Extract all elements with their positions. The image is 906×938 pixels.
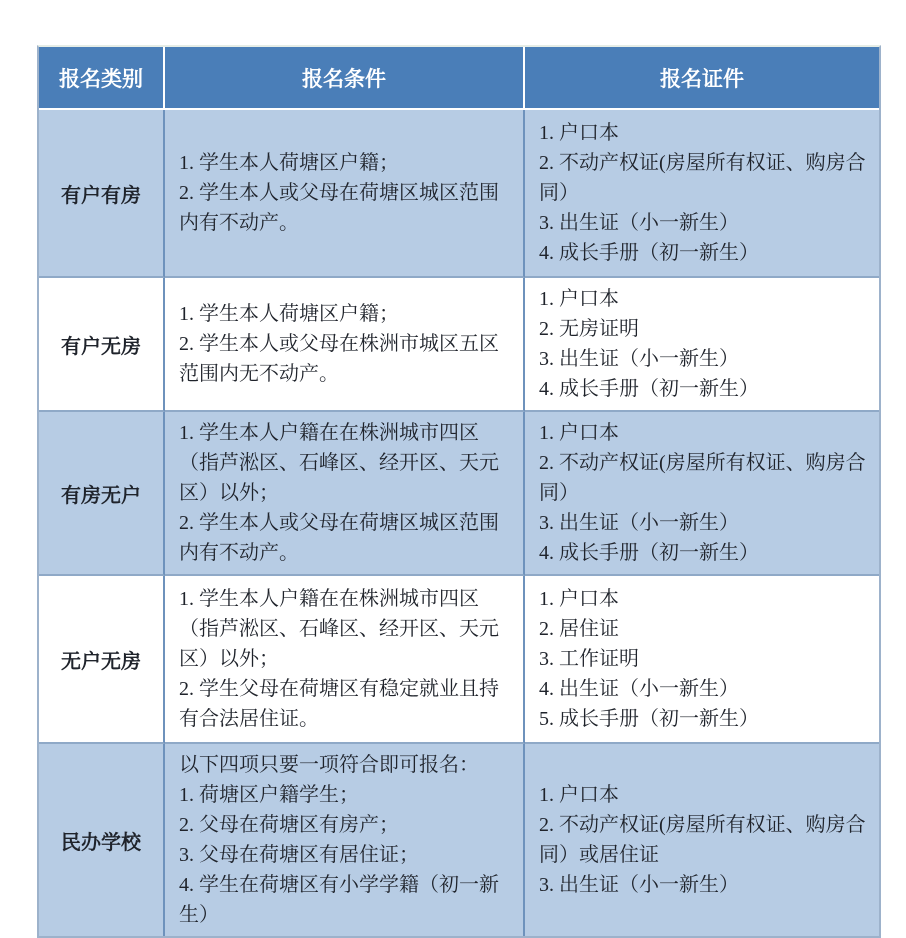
category-cell: 有房无户 bbox=[39, 412, 165, 576]
document-item: 4. 成长手册（初一新生） bbox=[539, 378, 759, 400]
condition-item: 1. 学生本人户籍在在株洲城市四区（指芦淞区、石峰区、经开区、天元区）以外； bbox=[179, 588, 499, 670]
table-row-youhu-wufang bbox=[39, 278, 879, 412]
condition-item: 2. 学生本人或父母在荷塘区城区范围内有不动产。 bbox=[179, 182, 499, 234]
documents-cell bbox=[525, 744, 879, 936]
documents-cell bbox=[525, 412, 879, 576]
table-row-minban-xuexiao bbox=[39, 744, 879, 936]
condition-item: 2. 学生父母在荷塘区有稳定就业且持有合法居住证。 bbox=[179, 678, 499, 730]
header-row bbox=[39, 47, 879, 110]
category-cell: 有户无房 bbox=[39, 278, 165, 412]
document-item: 2. 不动产权证(房屋所有权证、购房合同） bbox=[539, 152, 866, 204]
document-item: 4. 成长手册（初一新生） bbox=[539, 542, 759, 564]
table-row-youhu-youfang bbox=[39, 110, 879, 278]
registration-table-wrapper bbox=[37, 45, 881, 938]
document-item: 3. 出生证（小一新生） bbox=[539, 874, 739, 896]
conditions-cell bbox=[165, 110, 525, 278]
documents-cell bbox=[525, 278, 879, 412]
condition-item: 1. 学生本人荷塘区户籍； bbox=[179, 152, 399, 174]
condition-item: 1. 荷塘区户籍学生； bbox=[179, 784, 359, 806]
document-item: 5. 成长手册（初一新生） bbox=[539, 708, 759, 730]
condition-item: 1. 学生本人户籍在在株洲城市四区（指芦淞区、石峰区、经开区、天元区）以外； bbox=[179, 422, 499, 504]
document-item: 1. 户口本 bbox=[539, 784, 619, 806]
document-item: 3. 工作证明 bbox=[539, 648, 639, 670]
table-body bbox=[39, 110, 879, 936]
table-row-wuhu-wufang bbox=[39, 576, 879, 744]
column-header-conditions: 报名条件 bbox=[165, 47, 525, 110]
document-item: 2. 不动产权证(房屋所有权证、购房合同） bbox=[539, 452, 866, 504]
category-cell: 有户有房 bbox=[39, 110, 165, 278]
document-item: 1. 户口本 bbox=[539, 122, 619, 144]
document-item: 4. 成长手册（初一新生） bbox=[539, 242, 759, 264]
table-header bbox=[39, 47, 879, 110]
table-row-youfang-wuhu bbox=[39, 412, 879, 576]
category-cell: 民办学校 bbox=[39, 744, 165, 936]
condition-item: 3. 父母在荷塘区有居住证； bbox=[179, 844, 419, 866]
document-item: 4. 出生证（小一新生） bbox=[539, 678, 739, 700]
conditions-cell bbox=[165, 278, 525, 412]
conditions-cell bbox=[165, 576, 525, 744]
document-item: 1. 户口本 bbox=[539, 288, 619, 310]
document-item: 2. 无房证明 bbox=[539, 318, 639, 340]
column-header-documents: 报名证件 bbox=[525, 47, 879, 110]
document-item: 2. 不动产权证(房屋所有权证、购房合同）或居住证 bbox=[539, 814, 866, 866]
condition-item: 4. 学生在荷塘区有小学学籍（初一新生） bbox=[179, 874, 499, 926]
documents-cell bbox=[525, 110, 879, 278]
column-header-category: 报名类别 bbox=[39, 47, 165, 110]
document-item: 3. 出生证（小一新生） bbox=[539, 212, 739, 234]
document-item: 2. 居住证 bbox=[539, 618, 619, 640]
registration-table bbox=[39, 47, 879, 936]
document-item: 1. 户口本 bbox=[539, 588, 619, 610]
document-item: 3. 出生证（小一新生） bbox=[539, 512, 739, 534]
condition-item: 2. 学生本人或父母在荷塘区城区范围内有不动产。 bbox=[179, 512, 499, 564]
condition-item: 2. 父母在荷塘区有房产； bbox=[179, 814, 399, 836]
document-item: 3. 出生证（小一新生） bbox=[539, 348, 739, 370]
conditions-cell bbox=[165, 412, 525, 576]
document-item: 1. 户口本 bbox=[539, 422, 619, 444]
conditions-cell bbox=[165, 744, 525, 936]
condition-item: 1. 学生本人荷塘区户籍； bbox=[179, 303, 399, 325]
condition-intro: 以下四项只要一项符合即可报名： bbox=[179, 754, 479, 776]
documents-cell bbox=[525, 576, 879, 744]
category-cell: 无户无房 bbox=[39, 576, 165, 744]
condition-item: 2. 学生本人或父母在株洲市城区五区范围内无不动产。 bbox=[179, 333, 499, 385]
